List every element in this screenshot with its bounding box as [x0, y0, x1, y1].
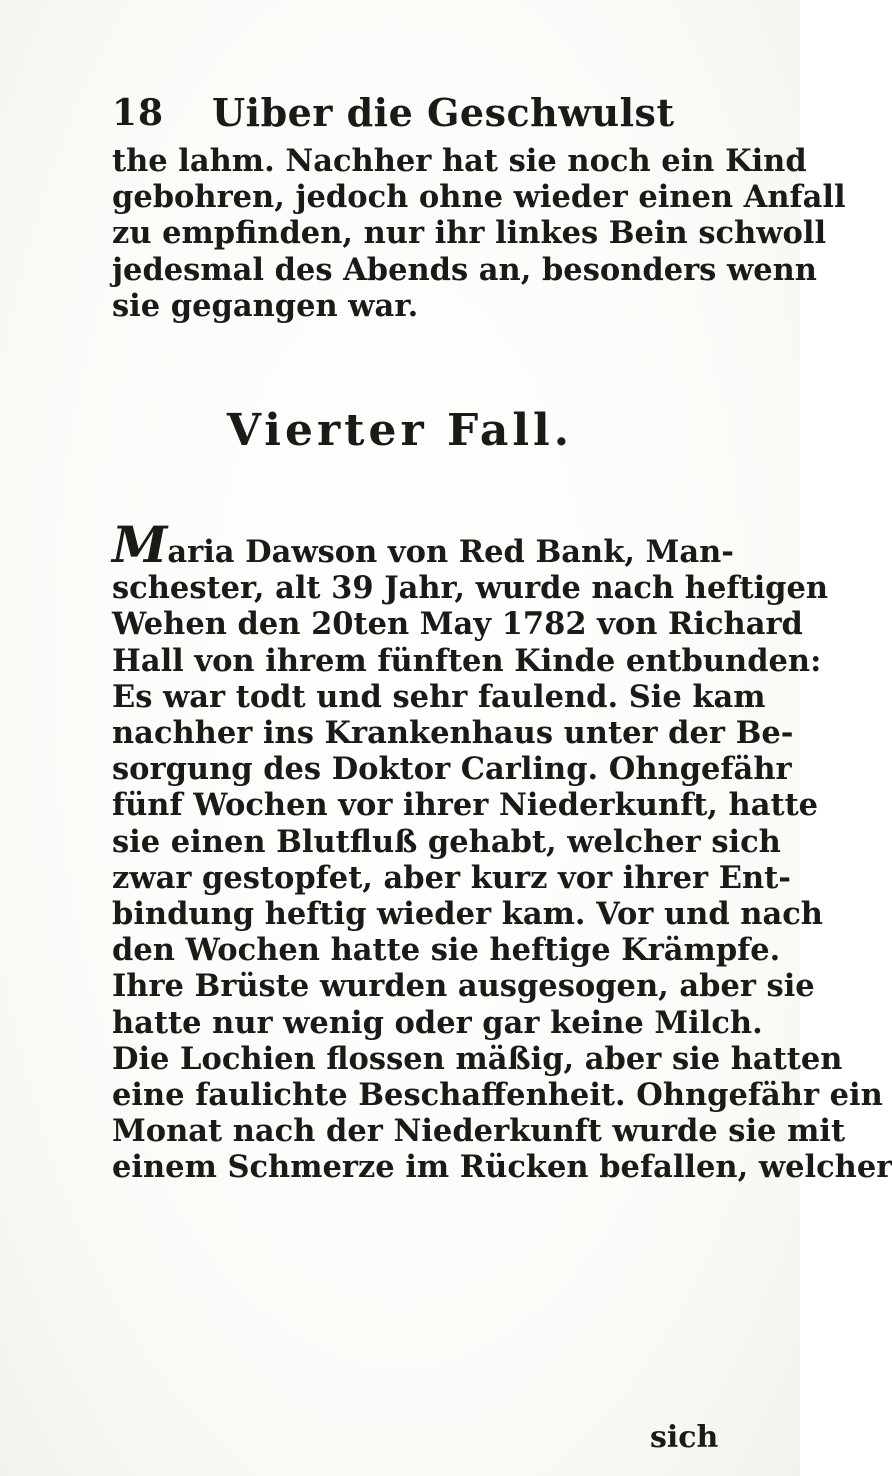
text-line: schester, alt 39 Jahr, wurde nach heftigen [112, 570, 829, 607]
running-head: Uiber die Geschwulst [212, 90, 675, 135]
text-line: Hall von ihrem fünften Kinde entbunden: [112, 642, 822, 679]
text-line: hatte nur wenig oder gar keine Milch. [112, 1004, 763, 1041]
catchword: sich [650, 1420, 719, 1455]
drop-initial: M [112, 515, 168, 574]
text-line: the lahm. Nachher hat sie noch ein Kind [112, 143, 807, 179]
paragraph-1 [112, 143, 846, 324]
text-line: sie einen Blutfluß gehabt, welcher sich [112, 823, 781, 860]
paragraph-2 [112, 515, 892, 1186]
text-line: eine faulichte Beschaffenheit. Ohngefähr ein [112, 1077, 883, 1114]
text-line: einem Schmerze im Rücken befallen, welcher [112, 1149, 892, 1186]
text-line: fünf Wochen vor ihrer Niederkunft, hatte [112, 787, 819, 824]
page-header [112, 90, 712, 138]
text-line: sorgung des Doktor Carling. Ohngefähr [112, 751, 792, 788]
text-line: zwar gestopfet, aber kurz vor ihrer Ent- [112, 859, 791, 896]
text-line-first [112, 515, 734, 574]
text-line: gebohren, jedoch ohne wieder einen Anfall [112, 179, 846, 216]
text-line: Die Lochien flossen mäßig, aber sie hatten [112, 1040, 843, 1077]
first-line-text: aria Dawson von Red Bank, Man- [167, 534, 734, 570]
text-line: zu empfinden, nur ihr linkes Bein schwoll [112, 215, 827, 252]
text-line: jedesmal des Abends an, besonders wenn [112, 251, 817, 288]
text-line: nachher ins Krankenhaus unter der Be- [112, 715, 794, 752]
text-line: sie gegangen war. [112, 287, 419, 324]
page-number: 18 [112, 92, 165, 134]
text-line: Wehen den 20ten May 1782 von Richard [112, 606, 803, 643]
text-line: Ihre Brüste wurden ausgesogen, aber sie [112, 968, 815, 1005]
text-line: bindung heftig wieder kam. Vor und nach [112, 896, 823, 933]
section-heading: Vierter Fall. [226, 405, 574, 456]
text-line: den Wochen hatte sie heftige Krämpfe. [112, 932, 781, 969]
text-line: Es war todt und sehr faulend. Sie kam [112, 678, 766, 715]
text-line: Monat nach der Niederkunft wurde sie mit [112, 1113, 846, 1150]
